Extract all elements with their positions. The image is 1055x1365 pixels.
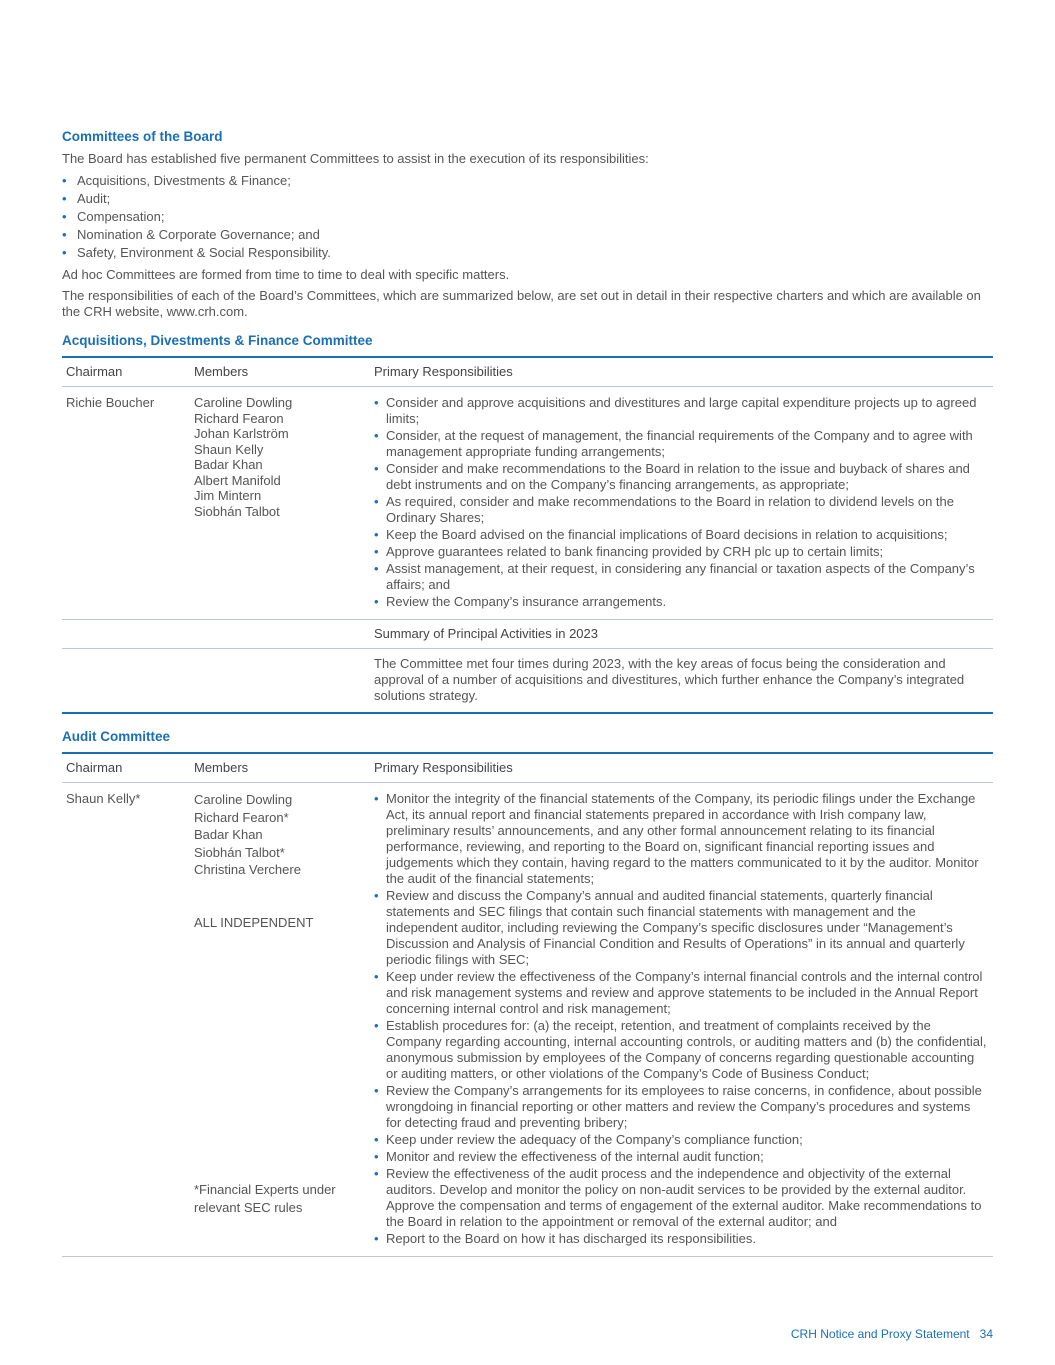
responsibility-item: • Monitor and review the effectiveness of the internal audit function; — [374, 1149, 989, 1165]
table-row — [62, 783, 993, 1257]
page-content — [62, 128, 993, 1257]
responsibility-item: • Keep under review the adequacy of the Company’s compliance function; — [374, 1132, 989, 1148]
list-item: • Compensation; — [62, 208, 993, 226]
responsibility-item: • Consider and make recommendations to the Board in relation to the issue and buyback of shares and debt instruments and on the Company’s financing arrangements, as appropriate; — [374, 461, 989, 493]
responsibilities-note: The responsibilities of each of the Board’s Committees, which are summarized below, are set out in detail in their respective charters and which are available on the CRH website, www.crh.com. — [62, 288, 981, 319]
responsibilities-header: Primary Responsibilities — [370, 753, 993, 783]
responsibility-item: • Review the Company’s arrangements for its employees to raise concerns, in confidence, about possible wrongdoing in financial reporting or other matters and review the Company’s procedures and systems for detecting fraud and preventing bribery; — [374, 1083, 989, 1131]
member-name: Caroline Dowling — [194, 792, 293, 807]
adhoc-text: Ad hoc Committees are formed from time to time to deal with specific matters. — [62, 267, 510, 282]
member-name: Badar Khan — [194, 457, 263, 472]
audit-chairman: Shaun Kelly* — [66, 791, 141, 806]
member-name: Shaun Kelly — [194, 441, 264, 457]
intro-text: The Board has established five permanent Committees to assist in the execution of its responsibilities: — [62, 151, 649, 166]
responsibility-item: • Consider, at the request of management, the financial requirements of the Company and to agree with management appropriate funding arrangements; — [374, 428, 989, 460]
responsibility-item: • Assist management, at their request, in considering any financial or taxation aspects of the Company’s affairs; and — [374, 561, 989, 593]
chairman-header: Chairman — [62, 357, 190, 387]
responsibility-item: • Approve guarantees related to bank financing provided by CRH plc up to certain limits; — [374, 544, 989, 560]
member-name: Richard Fearon* — [194, 809, 289, 825]
adf-responsibilities — [370, 387, 993, 620]
summary-text: The Committee met four times during 2023, with the key areas of focus being the consideration and approval of a number of acquisitions and divestitures, which further enhance the Company’s integrated solutions strategy. — [374, 656, 965, 703]
member-name: Siobhán Talbot* — [194, 844, 285, 860]
list-item: • Acquisitions, Divestments & Finance; — [62, 172, 993, 190]
responsibility-item: • Review and discuss the Company’s annual and audited financial statements, quarterly financial statements and SEC filings that contain such financial statements with management and the independent auditor, including reviewing the Company’s specific disclosures under “Management’s Discussion and Analysis of Financial Condition and Results of Operations” in its annual and quarterly periodic filings with SEC; — [374, 888, 989, 968]
table-row — [62, 387, 993, 620]
audit-committee-table — [62, 752, 993, 1257]
member-name: Johan Karlström — [194, 426, 289, 441]
page-number: 34 — [979, 1327, 993, 1341]
responsibility-item: • Establish procedures for: (a) the receipt, retention, and treatment of complaints received by the Company regarding accounting, internal accounting controls, or auditing matters and (b) the confidential, anonymous submission by employees of the Company of concerns regarding questionable accounting or auditing matters, or other violations of the Company’s Code of Business Conduct; — [374, 1018, 989, 1082]
responsibility-item: • Report to the Board on how it has discharged its responsibilities. — [374, 1231, 989, 1247]
adf-chairman: Richie Boucher — [66, 395, 155, 410]
audit-responsibilities — [370, 783, 993, 1257]
member-name: Badar Khan — [194, 827, 263, 842]
summary-heading: Summary of Principal Activities in 2023 — [370, 620, 993, 649]
member-name: Christina Verchere — [194, 862, 301, 877]
publication-name: CRH Notice and Proxy Statement — [790, 1327, 970, 1341]
responsibility-item: • Keep the Board advised on the financial implications of Board decisions in relation to acquisitions; — [374, 527, 989, 543]
responsibility-item: • As required, consider and make recommendations to the Board in relation to dividend levels on the Ordinary Shares; — [374, 494, 989, 526]
responsibility-item: • Monitor the integrity of the financial statements of the Company, its periodic filings under the Exchange Act, its annual report and financial statements prepared in accordance with Irish company law, preliminary results’ announcements, and any other formal announcement relating to its financial performance, reviewing, and reporting to the Board on, significant financial reporting issues and judgements which they contain, having regard to the matters communicated to it by the auditor. Monitor the audit of the financial statements; — [374, 791, 989, 887]
audit-committee-title: Audit Committee — [62, 729, 170, 744]
financial-experts-footnote: *Financial Experts under relevant SEC rules — [194, 1182, 336, 1215]
audit-members — [190, 783, 370, 1257]
members-header: Members — [190, 753, 370, 783]
summary-row — [62, 649, 993, 714]
list-item: • Safety, Environment & Social Responsibility. — [62, 244, 993, 262]
member-name: Richard Fearon — [194, 410, 284, 426]
member-name: Siobhán Talbot — [194, 503, 280, 519]
responsibility-item: • Consider and approve acquisitions and divestitures and large capital expenditure projects up to agreed limits; — [374, 395, 989, 427]
independence-note: ALL INDEPENDENT — [194, 914, 314, 930]
list-item: • Nomination & Corporate Governance; and — [62, 226, 993, 244]
adf-committee-title: Acquisitions, Divestments & Finance Committee — [62, 333, 373, 348]
committees-heading: Committees of the Board — [62, 129, 223, 144]
chairman-header: Chairman — [62, 753, 190, 783]
committee-list — [62, 172, 993, 262]
member-name: Caroline Dowling — [194, 395, 293, 410]
adf-members — [190, 387, 370, 620]
page-footer — [791, 1326, 993, 1342]
member-name: Albert Manifold — [194, 472, 281, 488]
member-name: Jim Mintern — [194, 488, 262, 503]
responsibilities-header: Primary Responsibilities — [370, 357, 993, 387]
responsibility-item: • Review the Company’s insurance arrangements. — [374, 594, 989, 610]
summary-header-row — [62, 620, 993, 649]
adf-committee-table — [62, 356, 993, 714]
responsibility-item: • Keep under review the effectiveness of the Company’s internal financial controls and the internal control and risk management systems and review and approve statements to be included in the Annual Report concerning internal control and risk management; — [374, 969, 989, 1017]
responsibility-item: • Review the effectiveness of the audit process and the independence and objectivity of the external auditors. Develop and monitor the policy on non-audit services to be provided by the external auditor. Approve the compensation and terms of engagement of the external auditor. Make recommendations to the Board in relation to the appointment or removal of the external auditor; and — [374, 1166, 989, 1230]
list-item: • Audit; — [62, 190, 993, 208]
members-header: Members — [190, 357, 370, 387]
